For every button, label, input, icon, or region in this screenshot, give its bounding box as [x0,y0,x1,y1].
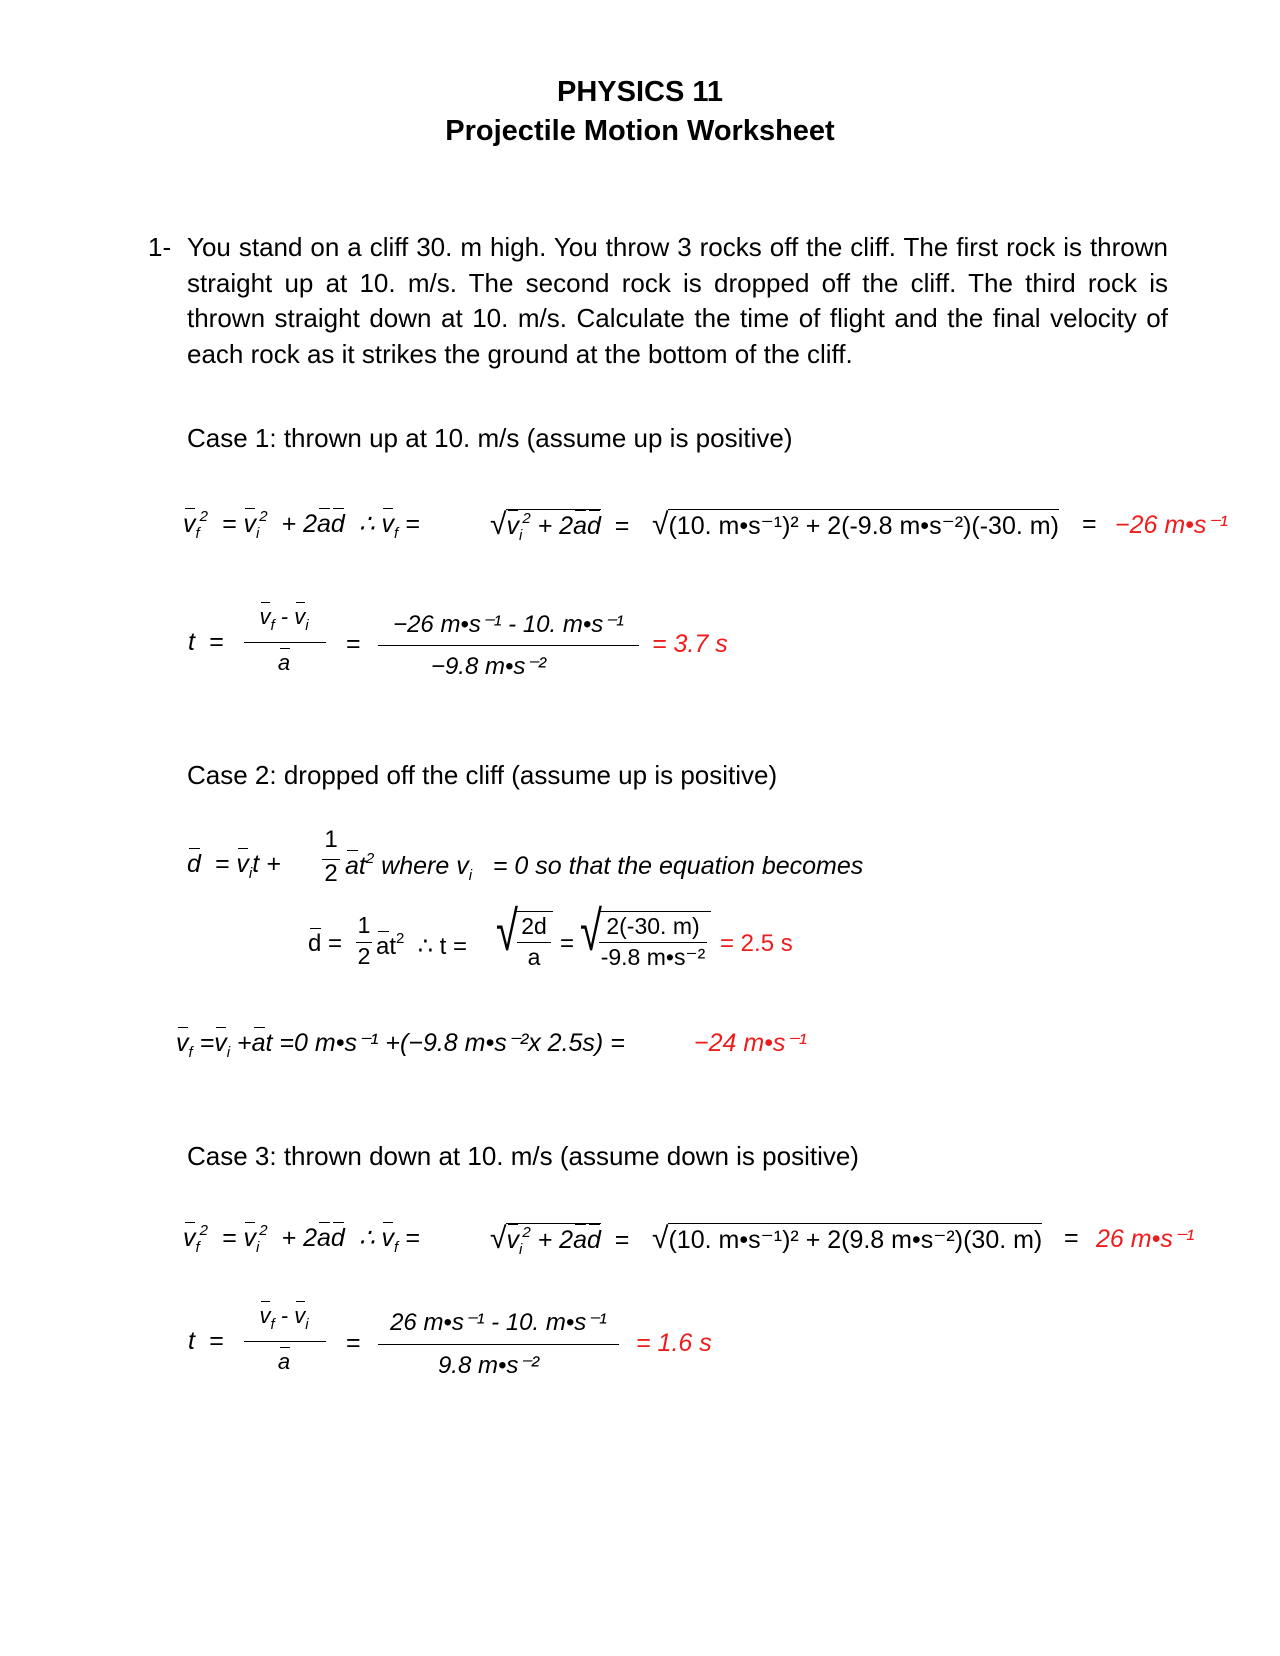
case1-sqrt-numeric: √(10. m•s⁻¹)² + 2(-9.8 m•s⁻²)(-30. m) [652,508,1059,541]
case1-sqrt-symbolic: $√v_i^2 + 2ad$ = [490,508,630,544]
case2-heading: Case 2: dropped off the cliff (assume up is positive) [187,760,778,790]
case2-half2-den: 2 [357,943,371,969]
case1-vf-equation: $v_f^2 = v_i^2 + 2ad$ ∴ $v_f$ = [183,508,420,542]
case2-d-label: d = [308,930,343,957]
case2-sqrt-overline2 [599,911,711,912]
case3-vf-equation: $v_f^2 = v_i^2 + 2ad$ ∴ $v_f$ = [183,1222,420,1256]
case3-symbolic-denominator: a [277,1349,291,1374]
case2-numeric-den: -9.8 m•s⁻² [600,944,706,970]
case3-t-denominator: 9.8 m•s⁻² [437,1352,540,1379]
case1-t-numerator: −26 m•s⁻¹ - 10. m•s⁻¹ [393,611,624,638]
case2-sqrt-overline [515,911,553,912]
worksheet-title: Projectile Motion Worksheet [445,115,835,147]
case1-t-label: t = [188,628,224,656]
case2-sqrt-equals: = [560,930,575,957]
case2-sqrt-sign: √ [496,901,518,963]
case3-equals: = [1064,1224,1079,1252]
case2-t-solve: $at^2$ ∴ t = [376,930,467,960]
case1-t-denominator: −9.8 m•s⁻² [430,653,547,680]
case3-heading: Case 3: thrown down at 10. m/s (assume down is positive) [187,1141,859,1171]
case3-t-equals: = [346,1329,361,1357]
case2-t-answer: = 2.5 s [720,930,793,957]
case2-numeric-bar [599,942,707,943]
case1-t-equals: = [346,630,361,658]
case2-a-den: a [527,944,541,970]
case3-vf-answer: 26 m•s⁻¹ [1096,1225,1195,1253]
case1-symbolic-bar [244,642,326,643]
case3-t-bar [378,1344,619,1345]
case2-sqrt-sign2: √ [580,901,602,963]
case1-symbolic-denominator: a [277,650,291,675]
course-title: PHYSICS 11 [556,76,724,108]
case1-t-answer: = 3.7 s [652,630,728,658]
case2-vf-answer: −24 m•s⁻¹ [694,1029,807,1057]
case2-vf-equation: $v_f =v_i +at =0$ m•s⁻¹ +(−9.8 m•s⁻²x 2.5s) = [176,1029,625,1061]
case3-sqrt-numeric: √(10. m•s⁻¹)² + 2(9.8 m•s⁻²)(30. m) [652,1222,1043,1255]
case2-displacement-equation: $d = v_it$ + [187,850,281,882]
problem-statement [148,230,1168,372]
case1-equals: = [1082,510,1097,538]
case2-half2-num: 1 [357,912,371,938]
case3-t-answer: = 1.6 s [636,1329,712,1357]
case2-2d-num: 2d [521,913,547,939]
case2-half-den: 2 [324,860,338,887]
case3-t-numerator: 26 m•s⁻¹ - 10. m•s⁻¹ [390,1309,607,1336]
case2-condition: $at^2$ where $v_i$ = 0 so that the equation becomes [345,850,864,884]
case3-sqrt-symbolic: $√v_i^2 + 2ad$ = [490,1222,630,1258]
case1-vf-answer: −26 m•s⁻¹ [1115,511,1228,539]
case3-t-label: t = [188,1327,224,1355]
case1-t-bar [378,645,639,646]
case1-heading: Case 1: thrown up at 10. m/s (assume up is positive) [187,423,793,453]
problem-text: You stand on a cliff 30. m high. You throw 3 rocks off the cliff. The first rock is thrown straight up at 10. m/s. The second rock is dropped off the cliff. The third rock is thrown straight down at 10. m/s. Calculate the time of flight and the final velocity of each rock as it strikes the ground at the bottom of the cliff. [187,232,1168,369]
case3-symbolic-bar [244,1341,326,1342]
case2-numeric-num: 2(-30. m) [606,913,700,939]
case3-symbolic-numerator: $v_f - v_i$ [259,1303,309,1333]
case2-half-num: 1 [324,826,338,853]
problem-number: 1- [148,232,172,262]
case1-symbolic-numerator: $v_f - v_i$ [259,604,309,634]
